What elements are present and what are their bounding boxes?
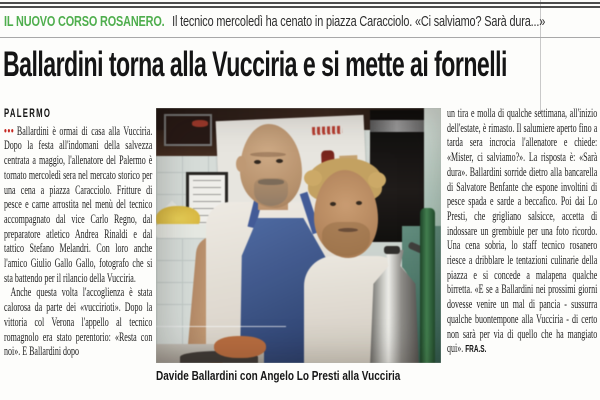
- article-column-left: [4, 106, 152, 359]
- kicker-text: Il tecnico mercoledì ha cenato in piazza Caracciolo. «Ci salviamo? Sarà dura...»: [172, 14, 546, 30]
- photo-vignette: [156, 108, 441, 363]
- byline: FRA.S.: [465, 344, 487, 356]
- article-photo: [156, 108, 441, 363]
- photo-caption: [156, 367, 461, 385]
- paragraph-1-text: Ballardini è ormai di casa alla Vucciria. Dopo la festa all'indomani della salvezza centrata a maggio, l'allenatore del Palermo è tornato mercoledì sera nel mercato storico per una cena a piazza Caracciolo. Fritture di pesce e carne arrostita nel menù del tecnico accompagnato dal vice Carlo Regno, dal preparatore atletico Andrea Rinaldi e dal tattico Stefano Melandri. Con loro anche l'amico Giulio Gallo Gallo, fotografo che si sta battendo per il rilancio della Vucciria.: [4, 123, 153, 285]
- article-column-right: [447, 106, 597, 358]
- headline: [3, 44, 600, 86]
- top-rule-1: [0, 2, 600, 4]
- dateline: PALERMO: [4, 106, 52, 120]
- lead-bullets: •••: [4, 123, 15, 138]
- kicker-underline-rule: [0, 37, 600, 38]
- paragraph-3: [447, 106, 597, 358]
- paragraph-2: Anche questa volta l'accoglienza è stata calorosa da parte dei «vuccirioti». Dopo la vittoria col Verona l'appello al tecnico romagnolo era stato perentorio: «Resta con noi». E Ballardini dopo: [4, 285, 153, 359]
- headline-text: Ballardini torna alla Vucciria e si mette ai fornelli: [3, 45, 507, 84]
- paragraph-1: [4, 124, 152, 286]
- top-rule-2: [0, 6, 600, 8]
- photo-caption-text: Davide Ballardini con Angelo Lo Presti alla Vucciria: [156, 369, 401, 383]
- paragraph-3-text: un tira e molla di qualche settimana, all'inizio dell'estate, è rimasto. Il salumiere aperto fino a tarda sera incrocia l'allenatore e chiede: «Mister, ci salviamo?». La risposta è: «Sarà dura». Ballardini sorride dietro alla bancarella di Salvatore Benfante che espone involtini di pesce spada e sarde a beccafico. Poi dai Lo Presti, che grigliano salsicce, accetta di indossare un grembiule per una foto ricordo. Una cena sobria, lo staff tecnico rosanero riesce a dribblare le tentazioni culinarie della piazza e si concede a malapena qualche birretta. «E se a Ballardini nei prossimi giorni dovesse venire un mal di pancia - sussurra qualche buontempone alla Vucciria - di certo non sarà per via di quello che ha mangiato qui».: [447, 106, 598, 356]
- kicker: [4, 13, 600, 31]
- kicker-label: IL NUOVO CORSO ROSANERO.: [4, 14, 165, 30]
